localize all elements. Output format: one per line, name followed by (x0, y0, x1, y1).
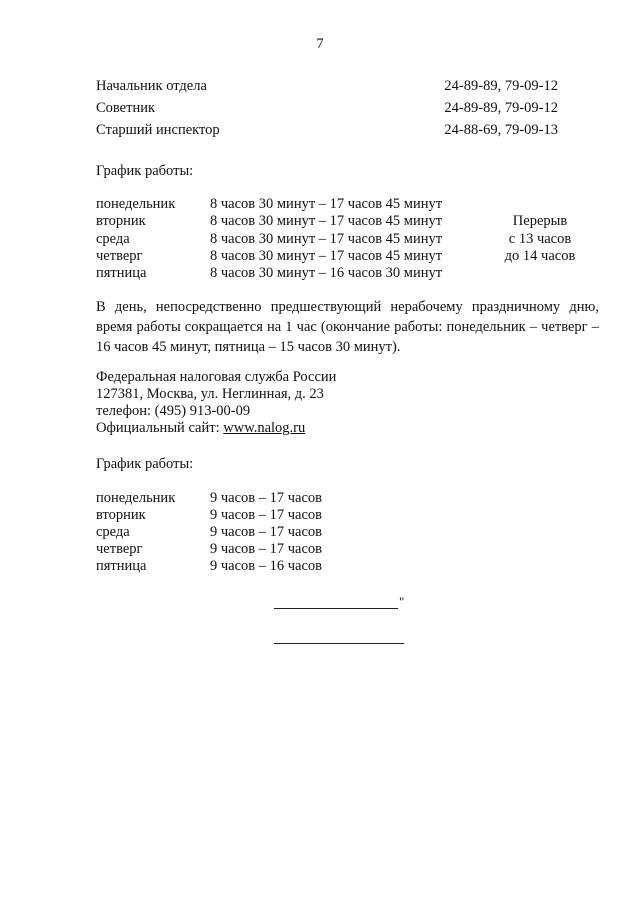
closing-quote-mark: " (399, 594, 405, 609)
fns-site-link[interactable]: www.nalog.ru (223, 420, 306, 436)
break-end: до 14 часов (504, 248, 576, 264)
schedule-heading: График работы: (96, 163, 194, 179)
contact-phone-head-of-department: 24-89-89, 79-09-12 (444, 78, 558, 94)
schedule-day: пятница (96, 265, 147, 281)
schedule-day: вторник (96, 213, 146, 229)
holiday-note: В день, непосредственно предшествующий нерабочему праздничному дню, время работы сокращается на 1 час (окончание работы: понедельник – четверг – 16 часов 45 минут, пятница – 15 часов 30 минут). (96, 299, 599, 355)
contact-title-advisor: Советник (96, 100, 156, 116)
break-start: с 13 часов (508, 231, 572, 247)
fns-site-label: Официальный сайт: (96, 420, 224, 436)
schedule-hours: 8 часов 30 минут – 17 часов 45 минут (210, 231, 443, 247)
break-label: Перерыв (512, 213, 568, 229)
schedule-day: вторник (96, 507, 146, 523)
schedule-heading: График работы: (96, 456, 194, 472)
fns-name: Федеральная налоговая служба России (96, 369, 337, 385)
schedule-day: пятница (96, 558, 147, 574)
contact-title-head-of-department: Начальник отдела (96, 78, 207, 94)
schedule-day: понедельник (96, 490, 176, 506)
contact-phone-advisor: 24-89-89, 79-09-12 (444, 100, 558, 116)
schedule-hours: 8 часов 30 минут – 17 часов 45 минут (210, 196, 443, 212)
schedule-hours: 9 часов – 17 часов (210, 507, 323, 523)
contact-phone-senior-inspector: 24-88-69, 79-09-13 (444, 122, 558, 138)
schedule-hours: 9 часов – 17 часов (210, 490, 323, 506)
schedule-day: среда (96, 524, 130, 540)
fns-site-line (96, 420, 305, 437)
schedule-day: четверг (96, 248, 143, 264)
schedule-day: среда (96, 231, 130, 247)
schedule-hours: 9 часов – 17 часов (210, 541, 323, 557)
fns-address: 127381, Москва, ул. Неглинная, д. 23 (96, 386, 324, 402)
fns-phone: телефон: (495) 913-00-09 (96, 403, 251, 419)
schedule-hours: 9 часов – 16 часов (210, 558, 323, 574)
schedule-day: четверг (96, 541, 143, 557)
schedule-hours: 9 часов – 17 часов (210, 524, 323, 540)
page-number: 7 (316, 36, 324, 52)
schedule-hours: 8 часов 30 минут – 17 часов 45 минут (210, 213, 443, 229)
schedule-day: понедельник (96, 196, 176, 212)
closing-rule (274, 608, 398, 609)
contact-title-senior-inspector: Старший инспектор (96, 122, 220, 138)
schedule-hours: 8 часов 30 минут – 16 часов 30 минут (210, 265, 443, 281)
schedule-hours: 8 часов 30 минут – 17 часов 45 минут (210, 248, 443, 264)
separator-rule (274, 643, 404, 644)
